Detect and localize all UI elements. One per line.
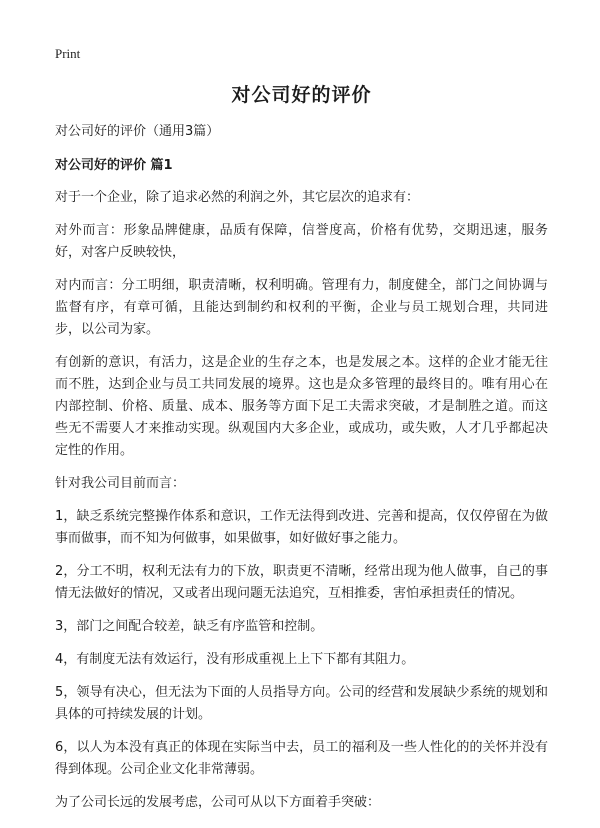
paragraph: 针对我公司目前而言： xyxy=(55,476,186,491)
paragraph: 对于一个企业，除了追求必然的利润之外，其它层次的追求有： xyxy=(55,190,420,205)
list-item: 5，领导有决心，但无法为下面的人员指导方向。公司的经营和发展缺少系统的规划和具体的可持续发展的计划。 xyxy=(55,685,548,722)
list-item: 4，有制度无法有效运行，没有形成重视上上下下都有其阻力。 xyxy=(55,652,415,667)
print-label: Print xyxy=(55,46,81,61)
document-subtitle: 对公司好的评价（通用3篇） xyxy=(55,124,220,139)
section-heading: 对公司好的评价 篇1 xyxy=(55,158,173,173)
document-title: 对公司好的评价 xyxy=(231,84,372,106)
list-item: 3，部门之间配合较差，缺乏有序监管和控制。 xyxy=(55,619,324,634)
list-item: 1，缺乏系统完整操作体系和意识，工作无法得到改进、完善和提高，仅仅停留在为做事而做事，而不知为何做事，如果做事，如好做好事之能力。 xyxy=(55,509,548,546)
list-item: 2，分工不明，权利无法有力的下放，职责更不清晰，经常出现为他人做事，自己的事情无法做好的情况，又或者出现问题无法追究，互相推委，害怕承担责任的情况。 xyxy=(55,564,548,601)
list-item: 6，以人为本没有真正的体现在实际当中去，员工的福利及一些人性化的的关怀并没有得到体现。公司企业文化非常薄弱。 xyxy=(55,740,548,777)
paragraph: 对内而言：分工明细，职责清晰，权利明确。管理有力，制度健全，部门之间协调与监督有序，有章可循，且能达到制约和权利的平衡，企业与员工规划合理，共同进步，以公司为家。 xyxy=(55,278,548,337)
paragraph: 有创新的意识，有活力，这是企业的生存之本，也是发展之本。这样的企业才能无往而不胜，达到企业与员工共同发展的境界。这也是众多管理的最终目的。唯有用心在内部控制、价格、质量、成本、服务等方面下足工夫需求突破，才是制胜之道。而这些无不需要人才来推动实现。纵观国内大多企业，或成功，或失败，人才几乎都起决定性的作用。 xyxy=(55,355,548,458)
paragraph: 为了公司长远的发展考虑，公司可从以下方面着手突破： xyxy=(55,795,381,810)
paragraph: 对外而言：形象品牌健康，品质有保障，信誉度高，价格有优势，交期迅速，服务好，对客户反映较快， xyxy=(55,223,548,260)
